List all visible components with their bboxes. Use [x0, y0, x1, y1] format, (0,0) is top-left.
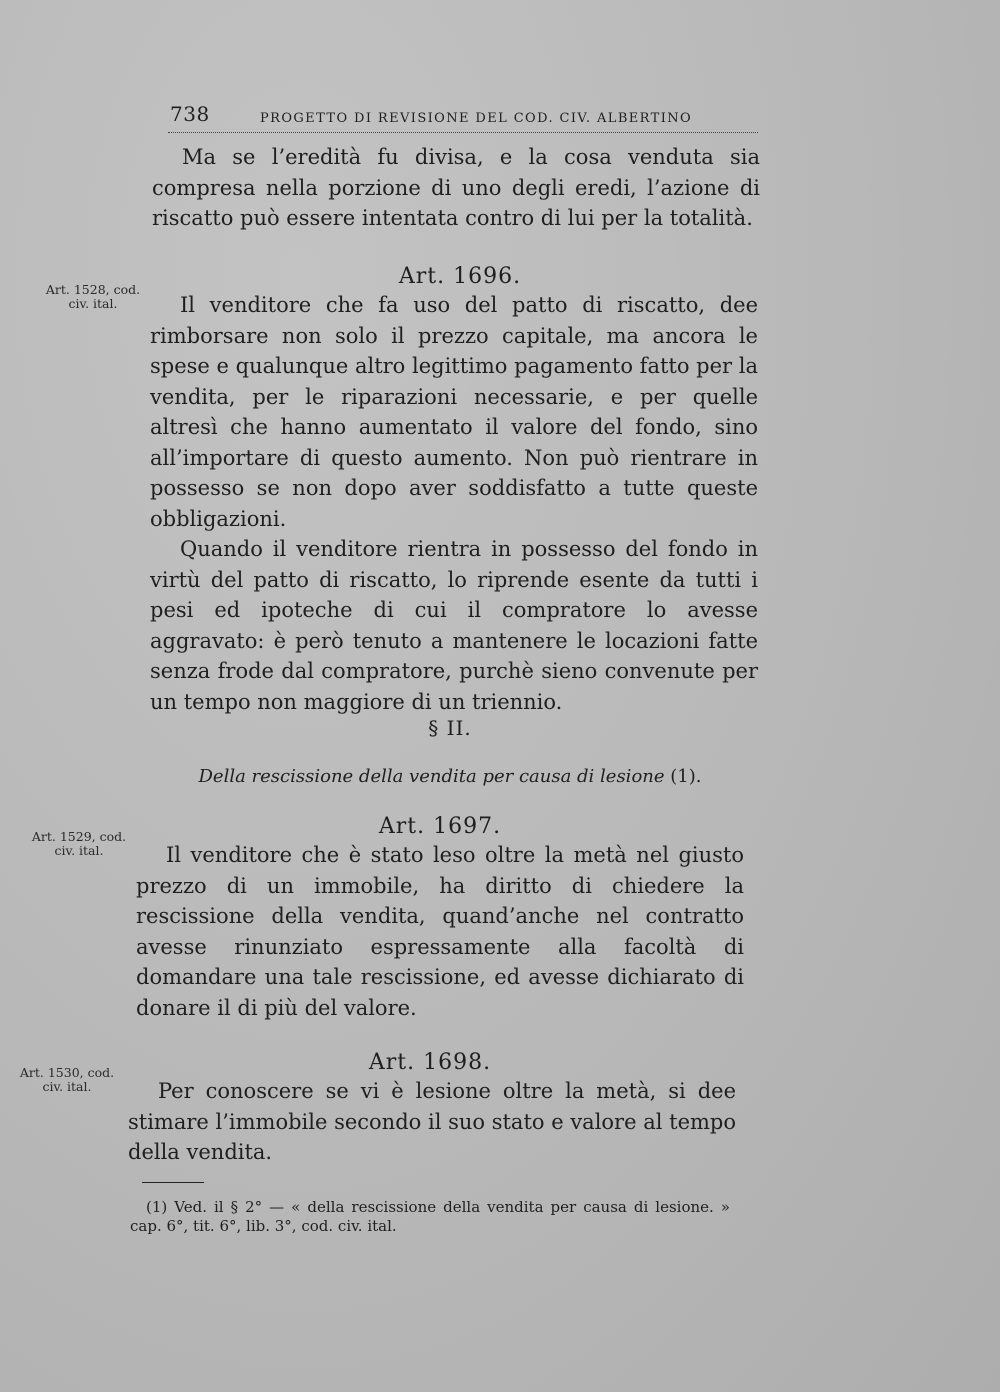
article-1696-body	[150, 290, 758, 717]
section-title-text: Della rescissione della vendita per causa di lesione	[198, 766, 665, 787]
margin-note-art-1697: Art. 1529, cod. civ. ital.	[31, 829, 127, 858]
section-title	[150, 766, 750, 787]
margin-note-art-1696: Art. 1528, cod. civ. ital.	[45, 282, 141, 311]
opening-paragraph: Ma se l’eredità fu divisa, e la cosa venduta sia compresa nella porzione di uno degli eredi, l’azione di riscatto può essere intentata contro di lui per la totalità.	[152, 145, 760, 230]
article-1697-body	[136, 840, 744, 1023]
footnote	[130, 1198, 730, 1236]
article-1697-paragraph-1: Il venditore che è stato leso oltre la metà nel giusto prezzo di un immobile, ha diritto di chiedere la rescissione della vendita, quand’anche nel contratto avesse rinunziato espressamente alla facoltà di domandare una tale rescissione, ed avesse dichiarato di donare il di più del valore.	[136, 843, 744, 1020]
article-title-1696: Art. 1696.	[398, 264, 522, 289]
footnote-text: Ved. il § 2° — « della rescissione della vendita per causa di lesione. » cap. 6°, tit. 6°, lib. 3°, cod. civ. ital.	[130, 1198, 730, 1235]
article-title-1698: Art. 1698.	[368, 1050, 492, 1075]
article-1696-paragraph-1: Il venditore che fa uso del patto di riscatto, dee rimborsare non solo il prezzo capitale, ma ancora le spese e qualunque altro legittimo pagamento fatto per la vendita, per le riparazioni necessarie, e per quelle altresì che hanno aumentato il valore del fondo, sino all’importare di questo aumento. Non può rientrare in possesso se non dopo aver soddisfatto a tutte queste obbligazioni.	[150, 293, 758, 531]
opening-paragraph-block	[152, 142, 760, 234]
article-1698-body	[128, 1076, 736, 1168]
article-title-1697: Art. 1697.	[378, 814, 502, 839]
footnote-rule	[142, 1182, 204, 1183]
margin-note-art-1698: Art. 1530, cod. civ. ital.	[19, 1065, 115, 1094]
running-head: PROGETTO DI REVISIONE DEL COD. CIV. ALBERTINO	[260, 111, 693, 126]
page-number: 738	[170, 102, 210, 126]
page-header	[168, 98, 758, 133]
article-1696-paragraph-2: Quando il venditore rientra in possesso del fondo in virtù del patto di riscatto, lo riprende esente da tutti i pesi ed ipoteche di cui il compratore lo avesse aggravato: è però tenuto a mantenere le locazioni fatte senza frode dal compratore, purchè sieno convenute per un tempo non maggiore di un triennio.	[150, 537, 758, 714]
footnote-mark: (1)	[146, 1198, 168, 1216]
article-1698-paragraph-1: Per conoscere se vi è lesione oltre la metà, si dee stimare l’immobile secondo il suo stato e valore al tempo della vendita.	[128, 1079, 736, 1164]
section-mark: § II.	[428, 716, 472, 740]
footnote-reference: (1).	[670, 766, 702, 787]
